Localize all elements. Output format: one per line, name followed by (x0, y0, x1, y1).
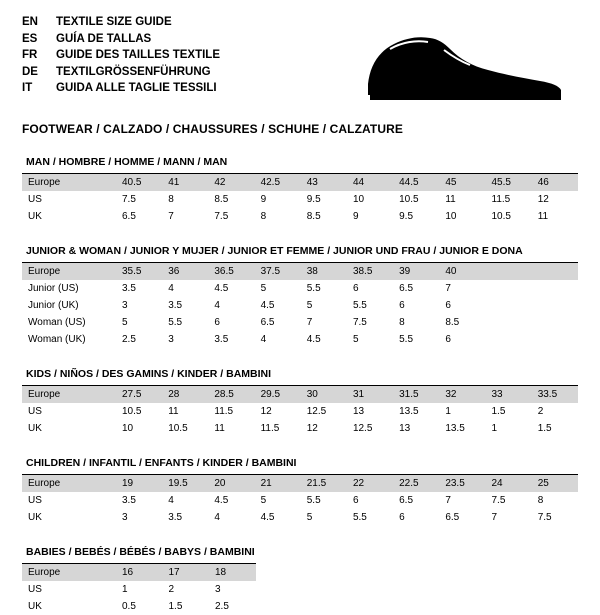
cell: 17 (163, 564, 210, 582)
cell: 1 (116, 581, 163, 598)
cell: 9 (347, 208, 393, 225)
cell: 16 (116, 564, 163, 582)
cell: 32 (439, 386, 485, 404)
table-row (22, 386, 578, 404)
table-row (22, 314, 578, 331)
cell: 10 (116, 420, 162, 437)
cell-empty (532, 331, 578, 348)
cell: 5 (255, 492, 301, 509)
cell: 38 (301, 263, 347, 281)
cell: 7 (486, 509, 532, 526)
cell: 5 (301, 297, 347, 314)
category-title: FOOTWEAR / CALZADO / CHAUSSURES / SCHUHE / CALZATURE (22, 122, 578, 136)
cell: 19 (116, 475, 162, 493)
cell: 11 (162, 403, 208, 420)
cell: 6.5 (393, 492, 439, 509)
cell: 5.5 (301, 492, 347, 509)
size-group-children (22, 457, 578, 526)
cell: 7.5 (208, 208, 254, 225)
cell: 6 (393, 297, 439, 314)
table-row (22, 297, 578, 314)
cell: 11 (439, 191, 485, 208)
cell: 10 (439, 208, 485, 225)
cell: 11.5 (486, 191, 532, 208)
cell: 4 (208, 509, 254, 526)
cell: 9.5 (301, 191, 347, 208)
row-label: Europe (22, 564, 116, 582)
cell: 8.5 (208, 191, 254, 208)
cell: 5 (347, 331, 393, 348)
cell: 36.5 (208, 263, 254, 281)
cell-empty (532, 314, 578, 331)
language-label: TEXTILGRÖSSENFÜHRUNG (56, 66, 220, 83)
table-row (22, 263, 578, 281)
cell: 13.5 (393, 403, 439, 420)
cell: 5 (255, 280, 301, 297)
row-label: UK (22, 509, 116, 526)
cell: 5 (116, 314, 162, 331)
row-label: Junior (UK) (22, 297, 116, 314)
cell: 40 (439, 263, 485, 281)
cell: 33 (486, 386, 532, 404)
cell: 7 (301, 314, 347, 331)
cell: 19.5 (162, 475, 208, 493)
table-row (22, 492, 578, 509)
cell: 30 (301, 386, 347, 404)
row-label: US (22, 403, 116, 420)
cell: 46 (532, 174, 578, 192)
cell: 3.5 (116, 280, 162, 297)
cell: 5.5 (393, 331, 439, 348)
language-code: EN (22, 16, 56, 33)
row-label: US (22, 581, 116, 598)
size-table-body (22, 475, 578, 527)
header (22, 16, 578, 108)
cell: 5.5 (162, 314, 208, 331)
language-row (22, 49, 220, 66)
cell: 29.5 (255, 386, 301, 404)
cell: 6 (439, 297, 485, 314)
row-label: UK (22, 420, 116, 437)
table-row (22, 420, 578, 437)
cell: 41 (162, 174, 208, 192)
language-label: GUÍA DE TALLAS (56, 33, 220, 50)
size-table-body (22, 174, 578, 226)
size-table-body (22, 263, 578, 349)
row-label: UK (22, 208, 116, 225)
cell: 21.5 (301, 475, 347, 493)
cell: 40.5 (116, 174, 162, 192)
language-code: FR (22, 49, 56, 66)
cell: 28 (162, 386, 208, 404)
cell: 2 (532, 403, 578, 420)
size-table-children (22, 474, 578, 526)
language-code: IT (22, 82, 56, 99)
row-label: Woman (UK) (22, 331, 116, 348)
cell: 8.5 (301, 208, 347, 225)
cell: 13.5 (439, 420, 485, 437)
cell: 33.5 (532, 386, 578, 404)
cell: 7 (162, 208, 208, 225)
cell: 8 (532, 492, 578, 509)
cell: 10.5 (393, 191, 439, 208)
cell: 27.5 (116, 386, 162, 404)
cell: 43 (301, 174, 347, 192)
cell: 6.5 (255, 314, 301, 331)
row-label: US (22, 191, 116, 208)
cell-empty (532, 297, 578, 314)
cell-empty (486, 263, 532, 281)
cell-empty (486, 297, 532, 314)
language-label: GUIDA ALLE TAGLIE TESSILI (56, 82, 220, 99)
cell: 4.5 (301, 331, 347, 348)
cell: 12 (255, 403, 301, 420)
row-label: Woman (US) (22, 314, 116, 331)
cell: 4.5 (208, 280, 254, 297)
cell: 4 (162, 280, 208, 297)
cell: 2.5 (209, 598, 256, 615)
cell: 24 (486, 475, 532, 493)
cell: 12 (301, 420, 347, 437)
cell: 37.5 (255, 263, 301, 281)
row-label: Europe (22, 475, 116, 493)
cell: 11.5 (255, 420, 301, 437)
cell: 4 (208, 297, 254, 314)
table-row (22, 403, 578, 420)
cell: 7 (439, 492, 485, 509)
cell: 3 (209, 581, 256, 598)
cell: 8 (162, 191, 208, 208)
language-list-body (22, 16, 220, 99)
cell: 18 (209, 564, 256, 582)
group-title: KIDS / NIÑOS / DES GAMINS / KINDER / BAMBINI (22, 368, 578, 385)
cell: 4 (255, 331, 301, 348)
cell: 38.5 (347, 263, 393, 281)
cell: 9.5 (393, 208, 439, 225)
size-table-kids (22, 385, 578, 437)
cell: 10 (347, 191, 393, 208)
language-row (22, 16, 220, 33)
cell: 1 (486, 420, 532, 437)
dress-shoe-icon (360, 26, 570, 106)
cell: 7 (439, 280, 485, 297)
cell: 6 (347, 280, 393, 297)
cell: 4 (162, 492, 208, 509)
size-table-body (22, 386, 578, 438)
size-table-body (22, 564, 256, 615)
cell: 22 (347, 475, 393, 493)
cell: 1.5 (486, 403, 532, 420)
cell: 5.5 (301, 280, 347, 297)
cell: 1.5 (532, 420, 578, 437)
cell: 7.5 (116, 191, 162, 208)
cell: 13 (393, 420, 439, 437)
table-row (22, 331, 578, 348)
size-group-kids (22, 368, 578, 437)
cell: 3 (162, 331, 208, 348)
size-group-man (22, 156, 578, 225)
cell: 44 (347, 174, 393, 192)
cell: 6 (439, 331, 485, 348)
cell-empty (486, 280, 532, 297)
cell: 7.5 (347, 314, 393, 331)
cell: 12.5 (347, 420, 393, 437)
cell-empty (486, 331, 532, 348)
language-code: ES (22, 33, 56, 50)
cell: 3.5 (208, 331, 254, 348)
table-row (22, 581, 256, 598)
language-code: DE (22, 66, 56, 83)
cell: 1.5 (163, 598, 210, 615)
group-title: CHILDREN / INFANTIL / ENFANTS / KINDER / BAMBINI (22, 457, 578, 474)
cell: 35.5 (116, 263, 162, 281)
cell: 39 (393, 263, 439, 281)
cell: 42.5 (255, 174, 301, 192)
cell: 6 (393, 509, 439, 526)
cell: 8 (393, 314, 439, 331)
cell: 6.5 (393, 280, 439, 297)
cell: 28.5 (208, 386, 254, 404)
cell: 4.5 (208, 492, 254, 509)
cell: 5.5 (347, 509, 393, 526)
cell: 45.5 (486, 174, 532, 192)
cell: 13 (347, 403, 393, 420)
cell: 6.5 (439, 509, 485, 526)
language-row (22, 66, 220, 83)
table-row (22, 509, 578, 526)
group-title: MAN / HOMBRE / HOMME / MANN / MAN (22, 156, 578, 173)
size-group-babies (22, 546, 578, 615)
cell: 11.5 (208, 403, 254, 420)
cell: 23.5 (439, 475, 485, 493)
size-group-junior-woman (22, 245, 578, 348)
cell: 4.5 (255, 297, 301, 314)
size-table-junior-woman (22, 262, 578, 348)
cell: 11 (208, 420, 254, 437)
cell: 5.5 (347, 297, 393, 314)
cell: 10.5 (162, 420, 208, 437)
cell: 12.5 (301, 403, 347, 420)
group-title: BABIES / BEBÉS / BÉBÉS / BABYS / BAMBINI (22, 546, 578, 563)
cell: 45 (439, 174, 485, 192)
row-label: US (22, 492, 116, 509)
cell: 7.5 (532, 509, 578, 526)
cell: 6.5 (116, 208, 162, 225)
language-list (22, 16, 220, 99)
cell: 3.5 (116, 492, 162, 509)
cell: 2.5 (116, 331, 162, 348)
cell: 11 (532, 208, 578, 225)
table-row (22, 191, 578, 208)
table-row (22, 174, 578, 192)
cell: 21 (255, 475, 301, 493)
language-label: GUIDE DES TAILLES TEXTILE (56, 49, 220, 66)
cell: 6 (208, 314, 254, 331)
group-title: JUNIOR & WOMAN / JUNIOR Y MUJER / JUNIOR ET FEMME / JUNIOR UND FRAU / JUNIOR E DONA (22, 245, 578, 262)
cell: 1 (439, 403, 485, 420)
cell: 25 (532, 475, 578, 493)
row-label: UK (22, 598, 116, 615)
row-label: Europe (22, 386, 116, 404)
cell: 3 (116, 297, 162, 314)
cell: 44.5 (393, 174, 439, 192)
cell: 0.5 (116, 598, 163, 615)
row-label: Europe (22, 174, 116, 192)
cell-empty (532, 280, 578, 297)
cell: 3 (116, 509, 162, 526)
cell: 4.5 (255, 509, 301, 526)
cell: 5 (301, 509, 347, 526)
cell: 10.5 (116, 403, 162, 420)
language-label: TEXTILE SIZE GUIDE (56, 16, 220, 33)
cell: 10.5 (486, 208, 532, 225)
cell: 3.5 (162, 509, 208, 526)
table-row (22, 598, 256, 615)
cell: 3.5 (162, 297, 208, 314)
cell: 36 (162, 263, 208, 281)
cell: 31 (347, 386, 393, 404)
language-row (22, 82, 220, 99)
table-row (22, 208, 578, 225)
language-row (22, 33, 220, 50)
cell: 6 (347, 492, 393, 509)
cell: 8 (255, 208, 301, 225)
cell: 22.5 (393, 475, 439, 493)
cell: 7.5 (486, 492, 532, 509)
table-row (22, 475, 578, 493)
cell: 42 (208, 174, 254, 192)
cell: 2 (163, 581, 210, 598)
row-label: Junior (US) (22, 280, 116, 297)
cell: 8.5 (439, 314, 485, 331)
cell: 12 (532, 191, 578, 208)
table-row (22, 280, 578, 297)
cell: 20 (208, 475, 254, 493)
table-row (22, 564, 256, 582)
size-table-babies (22, 563, 256, 615)
cell: 31.5 (393, 386, 439, 404)
cell-empty (486, 314, 532, 331)
cell-empty (532, 263, 578, 281)
row-label: Europe (22, 263, 116, 281)
cell: 9 (255, 191, 301, 208)
size-table-man (22, 173, 578, 225)
